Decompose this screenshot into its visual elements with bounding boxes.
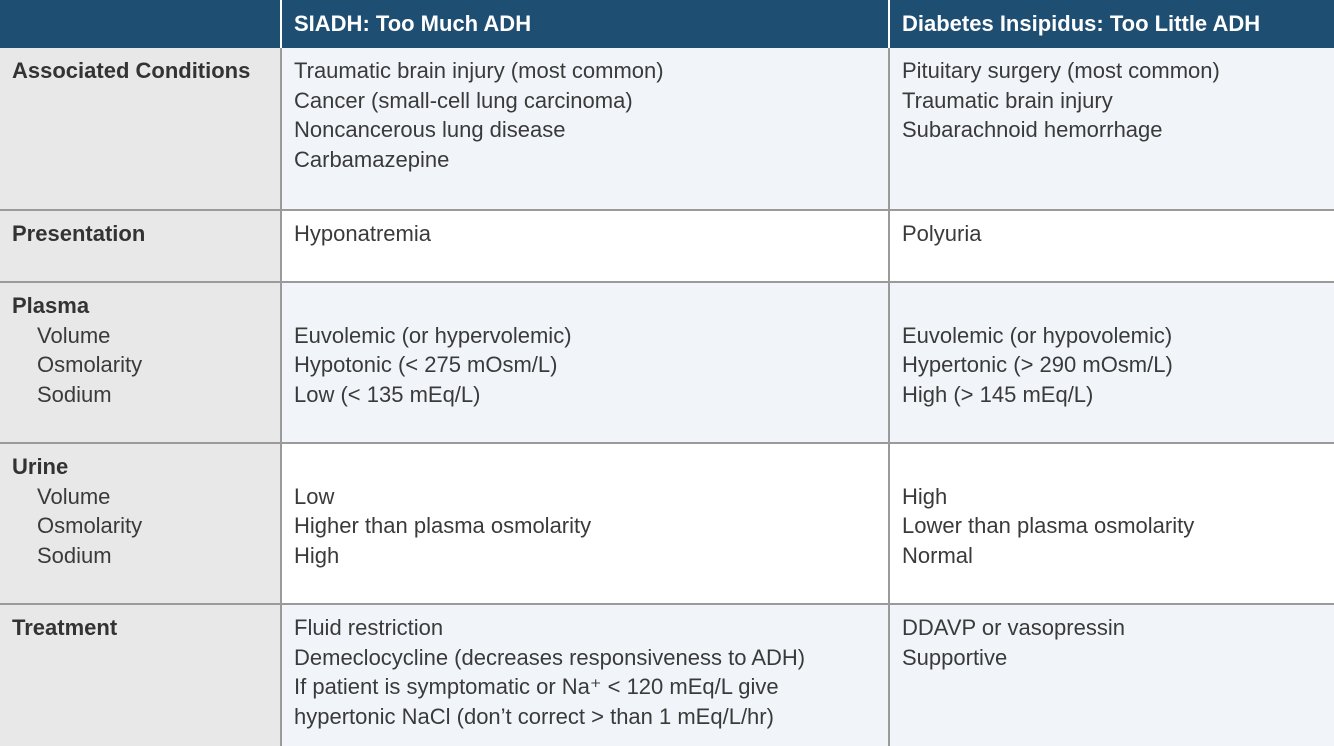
siadh-cell — [281, 210, 889, 282]
row-title: Presentation — [12, 221, 146, 246]
row-header — [0, 604, 281, 746]
cell-line: Low — [294, 483, 335, 509]
di-cell — [889, 282, 1334, 443]
header-siadh: SIADH: Too Much ADH — [281, 0, 889, 48]
row-title: Treatment — [12, 615, 118, 640]
cell-line: Traumatic brain injury — [902, 87, 1113, 113]
cell-spacer — [294, 452, 876, 482]
cell-line: hypertonic NaCl (don’t correct > than 1 mEq/L/hr) — [294, 703, 774, 729]
cell-line: Cancer (small-cell lung carcinoma) — [294, 87, 633, 113]
cell-line: Euvolemic (or hypervolemic) — [294, 322, 572, 348]
cell-line: DDAVP or vasopressin — [902, 615, 1125, 640]
header-corner — [0, 0, 281, 48]
row-subtitle: Sodium — [37, 381, 112, 407]
header-row — [0, 0, 1334, 48]
siadh-cell — [281, 48, 889, 210]
siadh-cell — [281, 282, 889, 443]
row-header — [0, 282, 281, 443]
cell-spacer — [902, 452, 1322, 482]
row-presentation — [0, 210, 1334, 282]
siadh-cell — [281, 604, 889, 746]
cell-line: Traumatic brain injury (most common) — [294, 58, 664, 83]
row-urine — [0, 443, 1334, 604]
row-title: Plasma — [12, 293, 90, 318]
header-diabetes-insipidus: Diabetes Insipidus: Too Little ADH — [889, 0, 1334, 48]
row-subtitle: Osmolarity — [37, 352, 143, 378]
cell-line: Fluid restriction — [294, 615, 444, 640]
row-title: Associated Conditions — [12, 58, 251, 83]
row-header — [0, 210, 281, 282]
cell-line: Carbamazepine — [294, 146, 450, 172]
cell-line: Low (< 135 mEq/L) — [294, 381, 481, 407]
cell-line: High (> 145 mEq/L) — [902, 381, 1094, 407]
cell-line: Normal — [902, 542, 973, 568]
row-subtitle: Osmolarity — [37, 513, 143, 539]
siadh-cell — [281, 443, 889, 604]
cell-line: Hyponatremia — [294, 221, 431, 246]
row-treatment — [0, 604, 1334, 746]
cell-line: Demeclocycline (decreases responsiveness to ADH) — [294, 644, 806, 670]
cell-line: Subarachnoid hemorrhage — [902, 117, 1163, 143]
di-cell — [889, 48, 1334, 210]
cell-spacer — [902, 291, 1322, 321]
row-title: Urine — [12, 454, 69, 479]
row-subtitle: Volume — [37, 322, 111, 348]
di-cell — [889, 210, 1334, 282]
row-subtitle: Volume — [37, 483, 111, 509]
row-header — [0, 48, 281, 210]
cell-line: Hypertonic (> 290 mOsm/L) — [902, 352, 1173, 378]
di-cell — [889, 443, 1334, 604]
cell-line: High — [902, 483, 948, 509]
cell-line: Pituitary surgery (most common) — [902, 58, 1220, 83]
cell-line: Higher than plasma osmolarity — [294, 513, 592, 539]
cell-line: Lower than plasma osmolarity — [902, 513, 1195, 539]
cell-line: High — [294, 542, 340, 568]
row-associated-conditions — [0, 48, 1334, 210]
cell-line: If patient is symptomatic or Na⁺ < 120 mEq/L give — [294, 674, 779, 700]
cell-spacer — [294, 291, 876, 321]
cell-line: Hypotonic (< 275 mOsm/L) — [294, 352, 558, 378]
cell-line: Polyuria — [902, 221, 982, 246]
cell-line: Supportive — [902, 644, 1008, 670]
row-subtitle: Sodium — [37, 542, 112, 568]
cell-line: Noncancerous lung disease — [294, 117, 566, 143]
cell-line: Euvolemic (or hypovolemic) — [902, 322, 1173, 348]
row-plasma — [0, 282, 1334, 443]
row-header — [0, 443, 281, 604]
di-cell — [889, 604, 1334, 746]
